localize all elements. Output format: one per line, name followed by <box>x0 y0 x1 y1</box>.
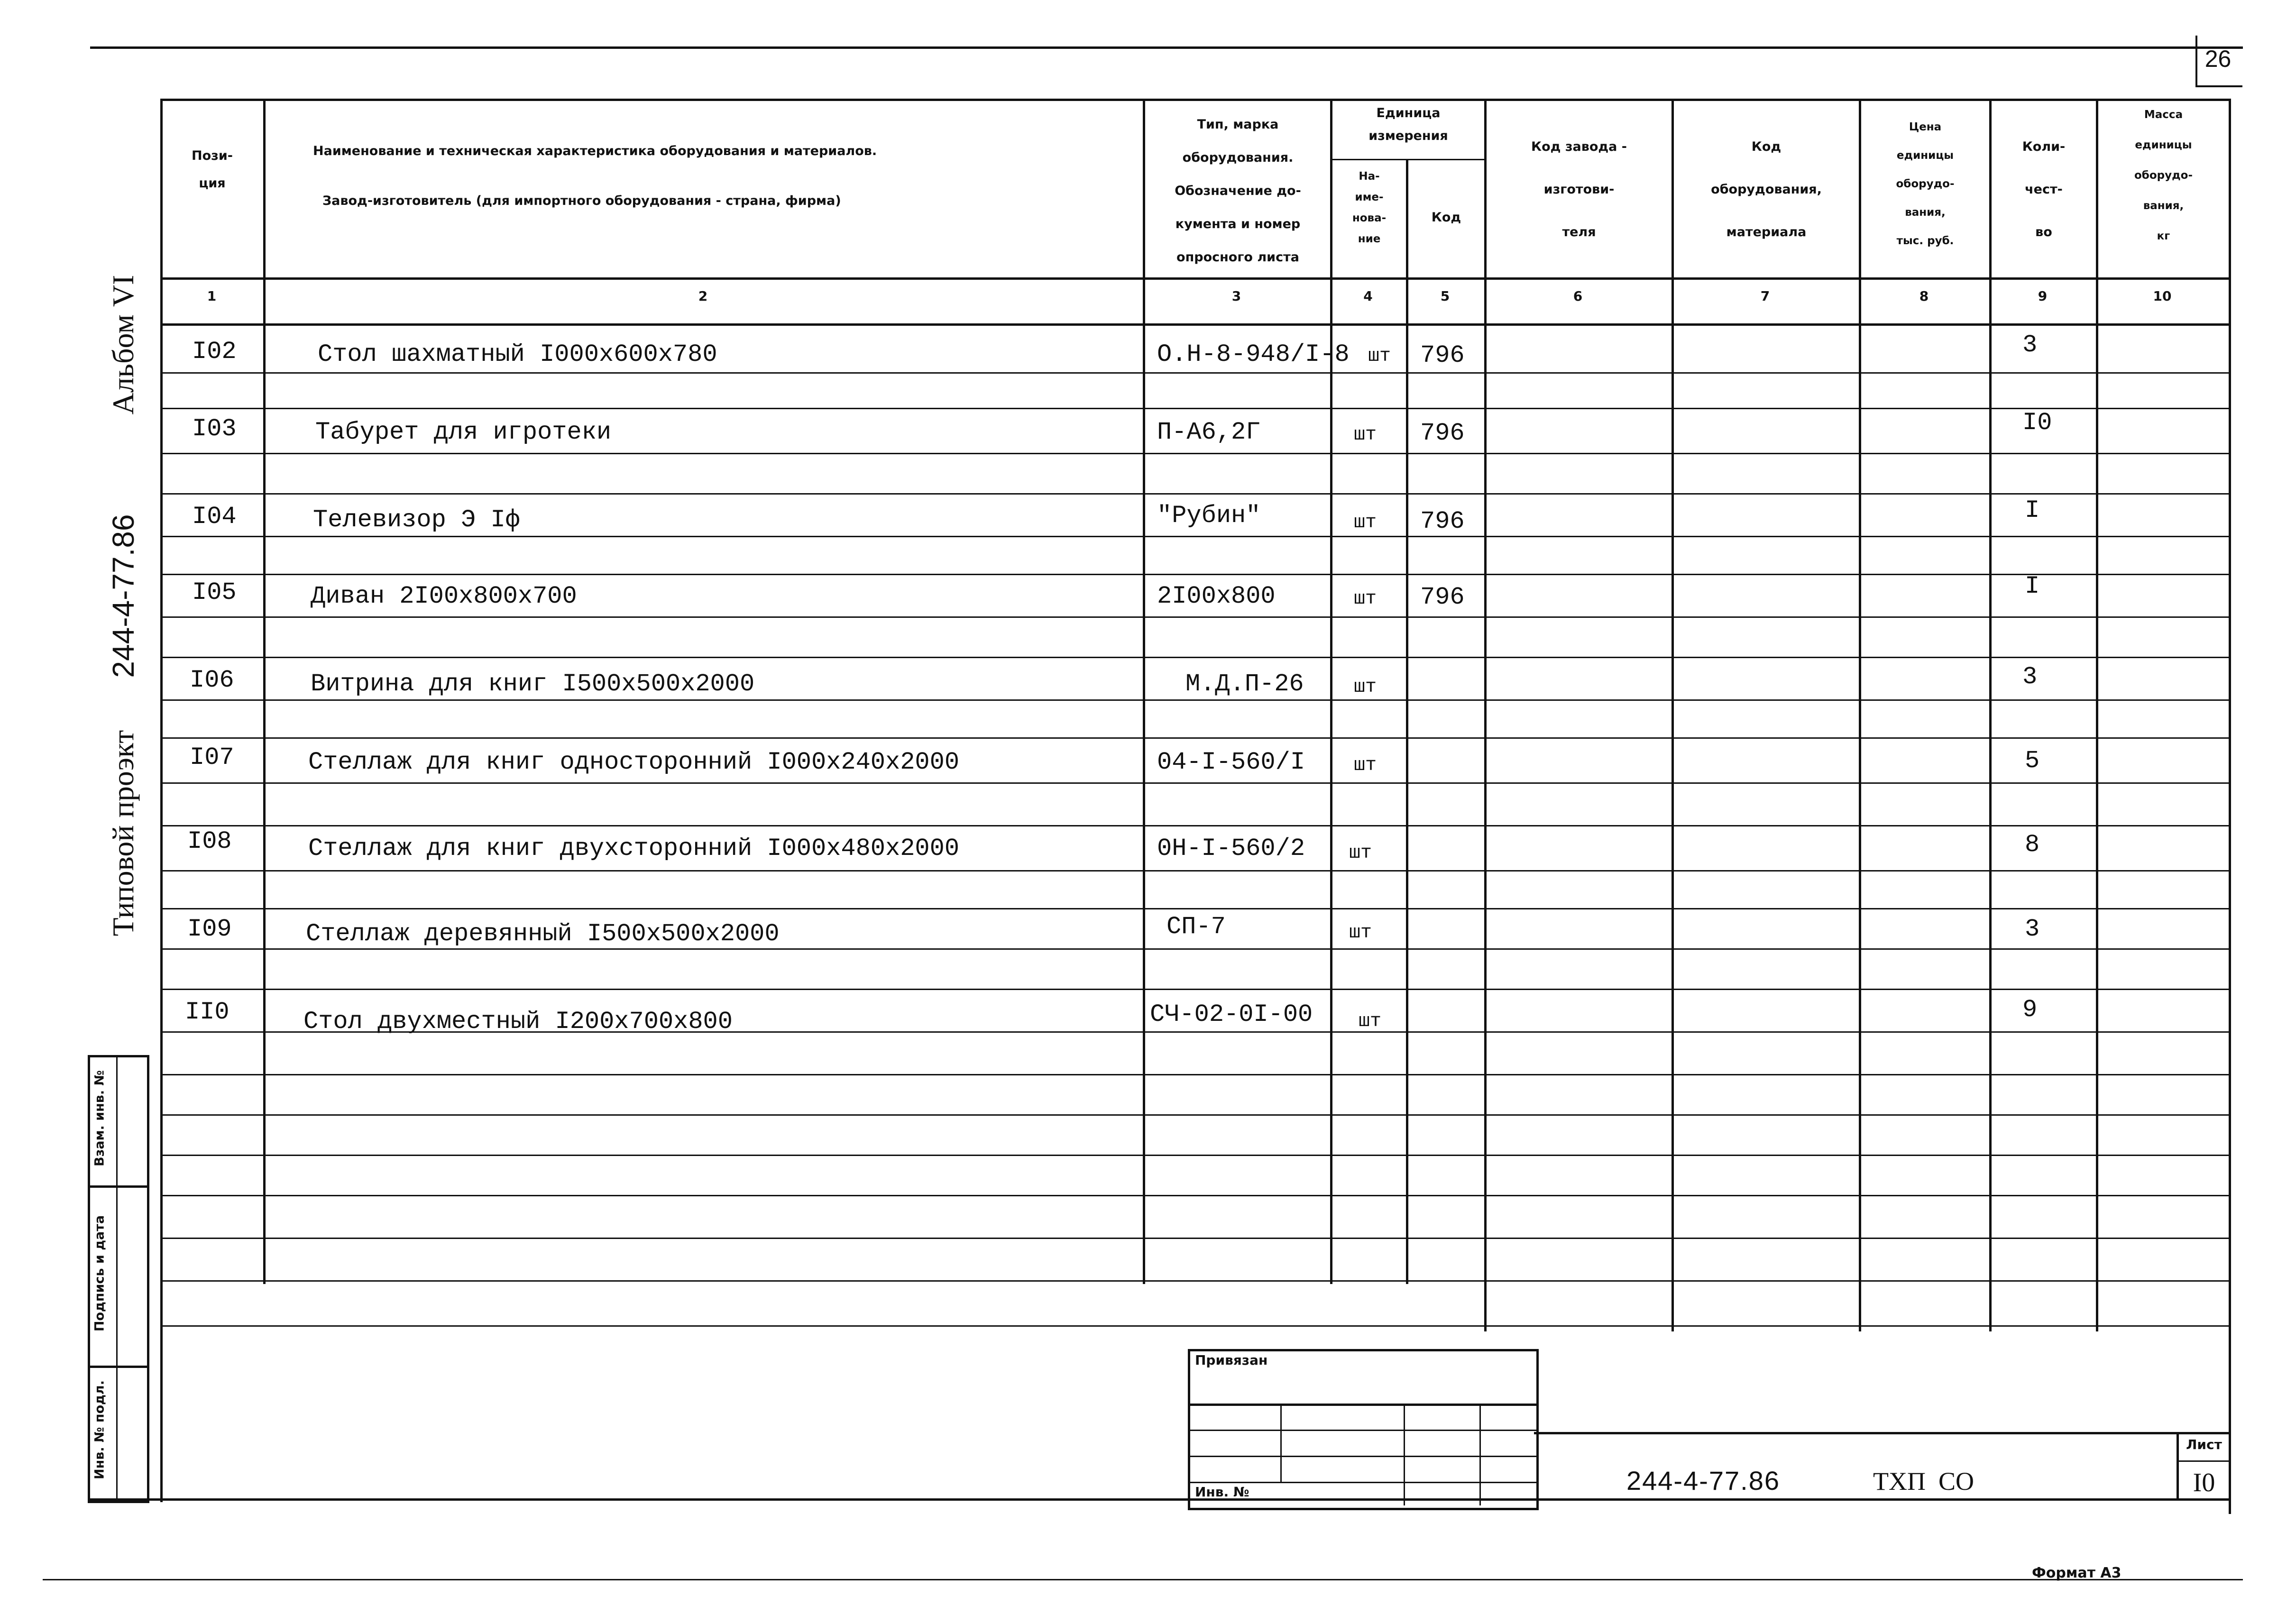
cell-position: I04 <box>192 503 237 531</box>
cell-unit: шт <box>1368 346 1391 367</box>
cell-name: Стол шахматный I000x600x780 <box>318 340 717 368</box>
col-line-8 <box>1989 99 1992 1331</box>
header-name-line1: Наименование и техническая характеристика оборудования и материалов. <box>313 144 877 158</box>
column-number: 10 <box>2153 288 2172 304</box>
cell-unit: шт <box>1354 424 1377 446</box>
privyazan-line <box>1188 1482 1536 1483</box>
stamp-label-inv-podl: Инв. № подл. <box>92 1380 107 1479</box>
cell-quantity: 3 <box>2022 331 2038 359</box>
side-label-code: 244-4-77.86 <box>106 514 140 678</box>
list-label: Лист <box>2186 1437 2222 1452</box>
row-line <box>160 1114 2230 1116</box>
column-number: 2 <box>698 288 708 304</box>
cell-position: I07 <box>190 743 234 771</box>
row-line <box>160 699 2230 701</box>
cell-name: Стол двухместный I200x700x800 <box>303 1008 733 1036</box>
frame-left-border <box>160 99 163 1502</box>
cell-quantity: 3 <box>2022 663 2038 691</box>
cell-quantity: 5 <box>2025 747 2040 775</box>
header-type: Тип, марка оборудования. Обозначение до- кумента и номер опросного листа <box>1175 117 1301 265</box>
row-line <box>160 1155 2230 1156</box>
col-line-1 <box>263 99 266 1284</box>
cell-quantity: 3 <box>2025 915 2040 943</box>
row-line <box>160 782 2230 784</box>
header-unit-group: Единица измерения <box>1368 106 1448 143</box>
col-line-6 <box>1671 99 1674 1331</box>
cell-name: Стеллаж для книг двухсторонний I000x480x2000 <box>308 835 960 862</box>
inv-no-label: Инв. № <box>1195 1484 1249 1500</box>
cell-type: "Рубин" <box>1157 502 1261 530</box>
header-plant-code: Код завода - изготови- теля <box>1531 139 1627 239</box>
cell-name: Табурет для игротеки <box>315 418 612 446</box>
col-line-2 <box>1143 99 1145 1284</box>
list-box-divider <box>2177 1460 2231 1462</box>
cell-quantity: I <box>2025 496 2040 524</box>
stamp-label-vzam: Взам. инв. № <box>92 1070 107 1167</box>
cell-position: I06 <box>190 666 234 694</box>
column-number: 1 <box>207 288 217 304</box>
cell-unit: шт <box>1359 1011 1382 1032</box>
cell-unit-code: 796 <box>1420 341 1465 369</box>
header-price: Цена единицы оборудо- вания, тыс. руб. <box>1896 121 1955 247</box>
column-number: 5 <box>1440 288 1450 304</box>
row-line <box>160 574 2230 575</box>
cell-position: I09 <box>187 915 232 943</box>
title-strip-top <box>1534 1432 2231 1434</box>
cell-type: СЧ-02-0I-00 <box>1150 1000 1313 1028</box>
column-number: 9 <box>2038 288 2048 304</box>
cell-unit: шт <box>1354 512 1377 533</box>
column-number: 4 <box>1363 288 1373 304</box>
row-line <box>160 1280 2230 1282</box>
row-line <box>160 737 2230 739</box>
column-number: 6 <box>1573 288 1583 304</box>
row-line <box>160 908 2230 909</box>
row-line <box>160 372 2230 374</box>
stamp-inner-line <box>116 1055 118 1498</box>
side-label-album: Альбом VI <box>106 275 140 415</box>
row-line <box>160 616 2230 618</box>
cell-quantity: I0 <box>2022 409 2052 437</box>
cell-name: Стеллаж деревянный I500x500x2000 <box>306 920 780 948</box>
privyazan-label: Привязан <box>1195 1352 1268 1368</box>
cell-position: I05 <box>192 578 237 606</box>
cell-unit: шт <box>1354 588 1377 610</box>
header-mass: Масса единицы оборудо- вания, кг <box>2134 109 2193 242</box>
frame-right-border <box>2229 99 2231 1514</box>
cell-type: 2I00x800 <box>1157 582 1276 610</box>
cell-unit-code: 796 <box>1420 419 1465 447</box>
cell-name: Диван 2I00x800x700 <box>311 582 577 610</box>
title-doc-code: 244-4-77.86 <box>1626 1466 1781 1496</box>
row-line <box>160 1074 2230 1075</box>
header-unit-code: Код <box>1431 210 1461 225</box>
header-equipment-code: Код оборудования, материала <box>1711 139 1822 239</box>
column-number: 7 <box>1760 288 1770 304</box>
cell-unit: шт <box>1354 677 1377 698</box>
cell-type: 04-I-560/I <box>1157 748 1305 776</box>
row-line <box>160 825 2230 826</box>
privyazan-col <box>1479 1404 1481 1505</box>
format-label: Формат А3 <box>2032 1565 2122 1581</box>
cell-type: СП-7 <box>1166 913 1226 941</box>
row-line <box>160 1195 2230 1196</box>
cell-unit: шт <box>1349 843 1372 864</box>
row-line <box>160 453 2230 454</box>
cell-unit-code: 796 <box>1420 507 1465 535</box>
frame-bottom-border <box>90 1498 2231 1501</box>
sheet-number: 26 <box>2204 46 2232 72</box>
list-box-left <box>2177 1432 2179 1501</box>
header-quantity: Коли- чест- во <box>2022 139 2066 239</box>
frame-top-line <box>90 46 2243 49</box>
frame-bottom-line <box>43 1579 2243 1580</box>
row-line <box>160 536 2230 537</box>
col-line-7 <box>1859 99 1861 1331</box>
row-line <box>160 948 2230 950</box>
cell-position: I08 <box>187 827 232 855</box>
row-line <box>160 1325 2230 1327</box>
column-number: 8 <box>1919 288 1929 304</box>
cell-quantity: 9 <box>2022 996 2038 1024</box>
column-number: 3 <box>1231 288 1241 304</box>
col-line-5 <box>1484 99 1487 1331</box>
row-line <box>160 493 2230 495</box>
cell-position: I03 <box>192 415 237 443</box>
list-number: I0 <box>2193 1468 2215 1497</box>
cell-position: I02 <box>192 338 237 366</box>
privyazan-line <box>1188 1456 1536 1457</box>
header-unit-name: На- име- нова- ние <box>1352 170 1387 245</box>
cell-name: Стеллаж для книг односторонний I000x240x2000 <box>308 748 960 776</box>
row-line <box>160 870 2230 872</box>
cell-type: 0Н-I-560/2 <box>1157 835 1305 862</box>
cell-unit: шт <box>1349 922 1372 944</box>
cell-name: Телевизор Э Iф <box>313 506 520 534</box>
cell-unit: шт <box>1354 755 1377 776</box>
cell-unit-code: 796 <box>1420 583 1465 611</box>
side-label-typical-project: Типовой проэкт <box>106 730 140 936</box>
cell-type: О.Н-8-948/I-8 <box>1157 340 1350 368</box>
cell-type: П-А6,2Г <box>1157 418 1261 446</box>
header-name-line2: Завод-изготовитель (для импортного оборудования - страна, фирма) <box>322 193 841 208</box>
title-doc-mark: ТХП СО <box>1873 1467 1974 1496</box>
table-top-line <box>160 99 2230 101</box>
row-line <box>160 408 2230 409</box>
privyazan-line <box>1188 1430 1536 1431</box>
cell-quantity: 8 <box>2025 831 2040 859</box>
row-line <box>160 989 2230 990</box>
cell-position: II0 <box>185 998 230 1026</box>
col-line-3 <box>1330 99 1332 1284</box>
cell-name: Витрина для книг I500x500x2000 <box>311 670 755 698</box>
header-position: Пози- ция <box>192 148 233 191</box>
cell-quantity: I <box>2025 572 2040 600</box>
col-line-9 <box>2096 99 2098 1331</box>
unit-subheader-line <box>1330 159 1487 160</box>
header-bottom-line <box>160 277 2230 280</box>
stamp-label-podpis: Подпись и дата <box>92 1215 107 1332</box>
cell-type: М.Д.П-26 <box>1185 670 1304 698</box>
row-line <box>160 1238 2230 1239</box>
number-row-bottom-line <box>160 323 2230 326</box>
privyazan-col <box>1404 1404 1405 1505</box>
privyazan-line <box>1188 1404 1536 1406</box>
row-line <box>160 657 2230 658</box>
privyazan-col <box>1280 1404 1282 1482</box>
